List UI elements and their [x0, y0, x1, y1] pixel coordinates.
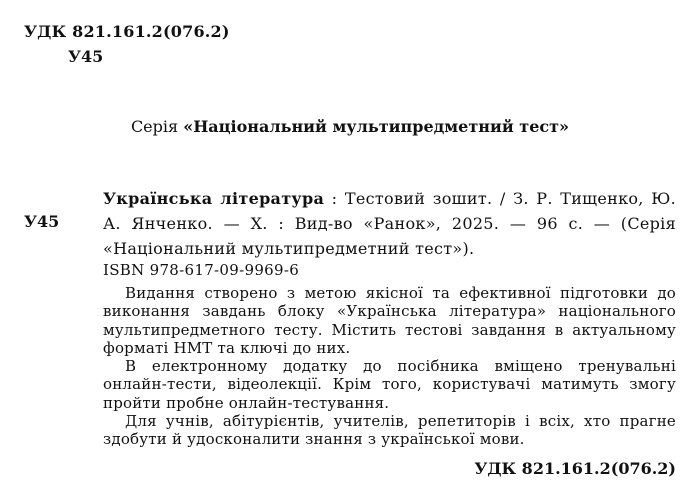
annotation-paragraph: Для учнів, абітурієнтів, учителів, репетиторів і всіх, хто прагне здобути й удосконалити знання з української мови.	[103, 412, 676, 449]
annotation	[103, 284, 676, 449]
udk-code-bottom: УДК 821.161.2(076.2)	[474, 459, 676, 478]
isbn: ISBN 978-617-09-9969-6	[103, 261, 300, 279]
author-code-top: У45	[68, 47, 104, 66]
series-line	[0, 117, 700, 136]
bibliographic-description	[103, 186, 676, 261]
author-code-side: У45	[24, 212, 60, 231]
annotation-paragraph: В електронному додатку до посібника вміщено тренувальні онлайн-тести, відеолекції. Крім того, користувачі матимуть змогу пройти пробне онлайн-тестування.	[103, 357, 676, 412]
annotation-paragraph: Видання створено з метою якісної та ефективної підготовки до виконання завдань блоку «Українська література» національного мультипредметного тесту. Містить тестові завдання в актуальному форматі НМТ та ключі до них.	[103, 284, 676, 357]
udk-code-top: УДК 821.161.2(076.2)	[24, 22, 230, 41]
book-title: Українська література	[103, 189, 325, 208]
book-description: : Тестовий зошит. / З. Р. Тищенко, Ю. А. Янченко. — Х. : Вид-во «Ранок», 2025. — 96 с. — (Серія «Національний мультипредметний тест»).	[103, 189, 676, 258]
series-name: «Національний мультипредметний тест»	[183, 117, 570, 136]
series-prefix: Серія	[130, 117, 184, 136]
